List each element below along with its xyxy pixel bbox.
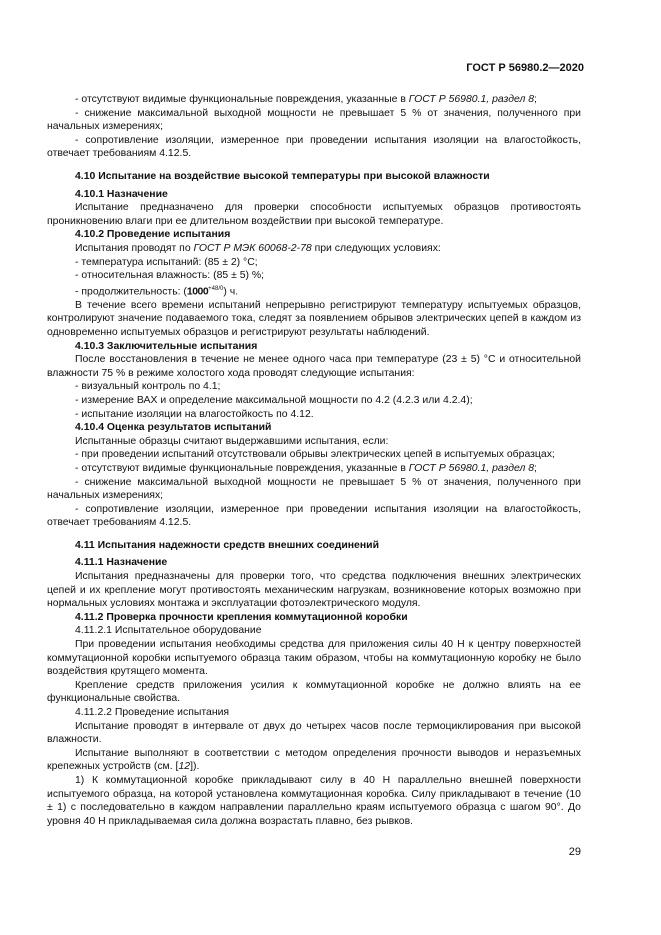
reference-link: ГОСТ Р 56980.1, раздел 8 (408, 462, 535, 474)
subsection-heading: 4.11.1 Назначение (75, 557, 168, 569)
list-item: - температура испытаний: (85 ± 2) °С; (75, 256, 258, 268)
page-content (47, 93, 581, 828)
subsection-heading: 4.10.1 Назначение (75, 188, 168, 200)
duration-tolerance: +48/0 (208, 285, 224, 292)
subsection-heading: 4.10.3 Заключительные испытания (75, 340, 258, 352)
paragraph: После восстановления в течение не менее одного часа при температуре (23 ± 5) °С и относительной влажности 75 % в режиме холостого хода проводят следующие испытания: (47, 354, 581, 379)
paragraph: Испытания предназначены для проверки того, что средства подключения внешних электрических цепей и их крепление могут противостоять механическим нагрузкам, возникновение которых возможно при нормальных условиях монтажа и эксплуатации фотоэлектрического модуля. (47, 571, 581, 610)
list-item: - относительная влажность: (85 ± 5) %; (75, 270, 265, 282)
list-item: - отсутствуют видимые функциональные повреждения, указанные в ГОСТ Р 56980.1, раздел 8; (75, 462, 537, 474)
paragraph: В течение всего времени испытаний непрерывно регистрируют температуру испытуемых образцов, контролируют значение подаваемого тока, следят за появлением обрывов электрических цепей в каждом из одновременно испытуемых образцов и регистрируют результаты наблюдений. (47, 299, 581, 338)
list-item: - визуальный контроль по 4.1; (75, 381, 221, 393)
paragraph: 1) К коммутационной коробке прикладывают силу в 40 Н параллельно внешней поверхности испытуемого образца, на которой установлена коммутационная коробка. Силу прикладывают в течение (10 ± 1) с последовательно в каждом направлении параллельно краям испытуемого образца с шагом 90°. До уровня 40 Н прикладываемая сила должна возрастать плавно, без рывков. (47, 774, 581, 827)
paragraph: Испытание проводят в интервале от двух до четырех часов после термоциклирования при высокой влажности. (47, 720, 581, 746)
list-item: - отсутствуют видимые функциональные повреждения, указанные в ГОСТ Р 56980.1, раздел 8; (75, 94, 537, 105)
section-heading: 4.10 Испытание на воздействие высокой температуры при высокой влажности (75, 170, 490, 182)
paragraph: Испытание предназначено для проверки способности испытуемых образцов противостоять проникновению влаги при ее длительном воздействии при высокой температуре. (47, 202, 581, 227)
reference-link: ГОСТ Р МЭК 60068-2-78 (193, 242, 312, 254)
duration-value: 1000 (186, 286, 209, 298)
paragraph: Испытанные образцы считают выдержавшими испытания, если: (75, 435, 389, 447)
subsection-heading: 4.10.4 Оценка результатов испытаний (75, 422, 272, 434)
list-item: - снижение максимальной выходной мощности не превышает 5 % от значения, полученного при начальных измерениях; (47, 107, 581, 133)
list-item: - продолжительность: $(1000^{+48/0})$ ч. (75, 285, 239, 298)
document-header: ГОСТ Р 56980.2—2020 (466, 62, 584, 74)
paragraph: Крепление средств приложения усилия к коммутационной коробке не должно влиять на ее функциональные свойства. (47, 679, 581, 705)
paragraph: Испытания проводят по ГОСТ Р МЭК 60068-2-78 при следующих условиях: (75, 242, 441, 254)
paragraph: Испытание выполняют в соответствии с методом определения прочности выводов и неразъемных крепежных устройств (см. [12]). (47, 747, 581, 773)
list-item: - испытание изоляции на влагостойкость по 4.12. (75, 408, 314, 420)
subsection-heading: 4.11.2 Проверка прочности крепления коммутационной коробки (75, 611, 408, 623)
list-item: - сопротивление изоляции, измеренное при проведении испытания изоляции на влагостойкость, отвечает требованиям 4.12.5. (47, 503, 581, 529)
list-item: - измерение ВАХ и определение максимальной мощности по 4.2 (4.2.3 или 4.2.4); (75, 394, 473, 406)
paragraph: При проведении испытания необходимы средства для приложения силы 40 Н к центру поверхностей коммутационной коробки испытуемого образца таким образом, чтобы на коммутационную коробку не было воздействия крутящего момента. (47, 639, 581, 678)
citation-reference: 12 (178, 761, 191, 773)
section-heading: 4.11 Испытания надежности средств внешних соединений (75, 539, 379, 551)
reference-link: ГОСТ Р 56980.1, раздел 8 (408, 94, 535, 105)
page-number: 29 (568, 846, 581, 858)
list-item: - сопротивление изоляции, измеренное при проведении испытания изоляции на влагостойкость, отвечает требованиям 4.12.5. (47, 134, 581, 160)
list-item: - снижение максимальной выходной мощности не превышает 5 % от значения, полученного при начальных измерениях; (47, 476, 581, 502)
subsubsection-heading: 4.11.2.1 Испытательное оборудование (75, 625, 262, 637)
subsubsection-heading: 4.11.2.2 Проведение испытания (75, 707, 230, 719)
subsection-heading: 4.10.2 Проведение испытания (75, 229, 231, 241)
list-item: - при проведении испытаний отсутствовали обрывы электрических цепей в испытуемых образцах; (75, 449, 555, 461)
